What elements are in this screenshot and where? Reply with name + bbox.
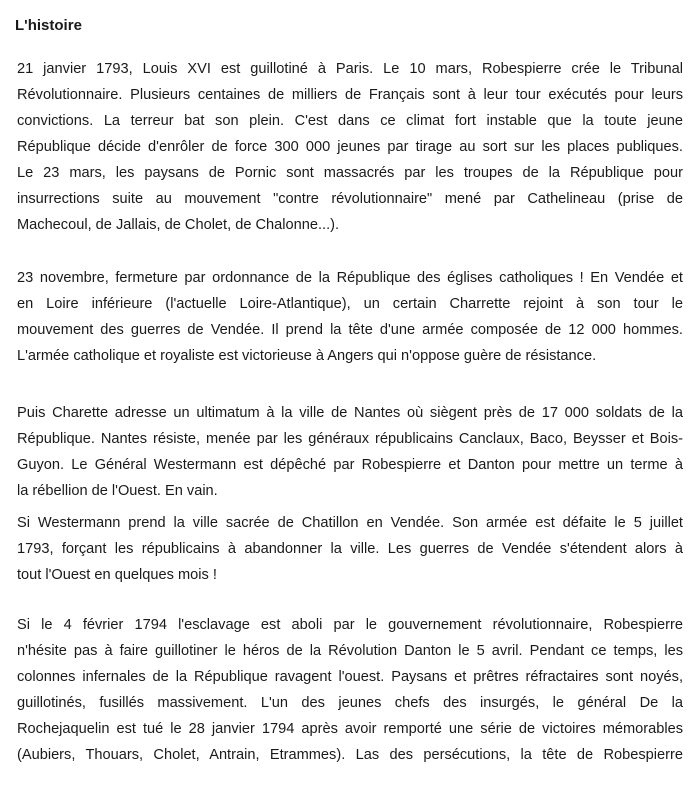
text-line: la rébellion de l'Ouest. En vain. [17,483,218,499]
text-line: République. Nantes résiste, menée par les généraux républicains Canclaux, Baco, Beysser et Bois- [17,431,683,447]
text-line: Rochejaquelin est tué le 28 janvier 1794 après avoir remporté une série de victoires mémorables [17,721,683,737]
text-line: Puis Charette adresse un ultimatum à la ville de Nantes où siègent près de 17 000 soldats de la [17,405,683,421]
text-line: mouvement des guerres de Vendée. Il prend la tête d'une armée composée de 12 000 hommes. [17,322,683,338]
paragraph-1 [17,56,683,238]
text-line: 1793, forçant les républicains à abandonner la ville. Les guerres de Vendée s'étendent alors à [17,541,683,557]
text-line: convictions. La terreur bat son plein. C'est dans ce climat fort instable que la toute jeune [17,113,683,129]
text-line: L'armée catholique et royaliste est victorieuse à Angers qui n'oppose guère de résistance. [17,348,597,364]
text-line: en Loire inférieure (l'actuelle Loire-Atlantique), un certain Charrette rejoint à son tour le [17,296,683,312]
text-line: insurrections suite au mouvement "contre révolutionnaire" mené par Cathelineau (prise de [17,191,683,207]
text-line: Guyon. Le Général Westermann est dépêché par Robespierre et Danton pour mettre un terme à [17,457,683,473]
text-line: 21 janvier 1793, Louis XVI est guillotiné à Paris. Le 10 mars, Robespierre crée le Tribunal [17,61,683,77]
text-line: République décide d'enrôler de force 300 000 jeunes par tirage au sort sur les places publiques. [17,139,683,155]
text-line: colonnes infernales de la République ravagent l'ouest. Paysans et prêtres réfractaires sont noyés, [17,669,683,685]
paragraph-5 [17,612,683,768]
text-line: (Aubiers, Thouars, Cholet, Antrain, Etrammes). Las des persécutions, la tête de Robespierre [17,747,683,763]
text-line: n'hésite pas à faire guillotiner le héros de la Révolution Danton le 5 avril. Pendant ce temps, les [17,643,683,659]
paragraph-4 [17,510,683,588]
text-line: Si Westermann prend la ville sacrée de Chatillon en Vendée. Son armée est défaite le 5 juillet [17,515,683,531]
section-heading: L'histoire [15,17,82,34]
text-line: Révolutionnaire. Plusieurs centaines de milliers de Français sont à leur tour exécutés pour leurs [17,87,683,103]
text-line: tout l'Ouest en quelques mois ! [17,567,217,583]
text-line: guillotinés, fusillés massivement. L'un des jeunes chefs des insurgés, le général De la [17,695,683,711]
text-line: Le 23 mars, les paysans de Pornic sont massacrés par les troupes de la République pour [17,165,683,181]
paragraph-2 [17,265,683,369]
text-line: Si le 4 février 1794 l'esclavage est aboli par le gouvernement révolutionnaire, Robespierre [17,617,683,633]
text-line: 23 novembre, fermeture par ordonnance de la République des églises catholiques ! En Vendée et [17,270,683,286]
paragraph-3 [17,400,683,504]
text-line: Machecoul, de Jallais, de Cholet, de Chalonne...). [17,217,340,233]
